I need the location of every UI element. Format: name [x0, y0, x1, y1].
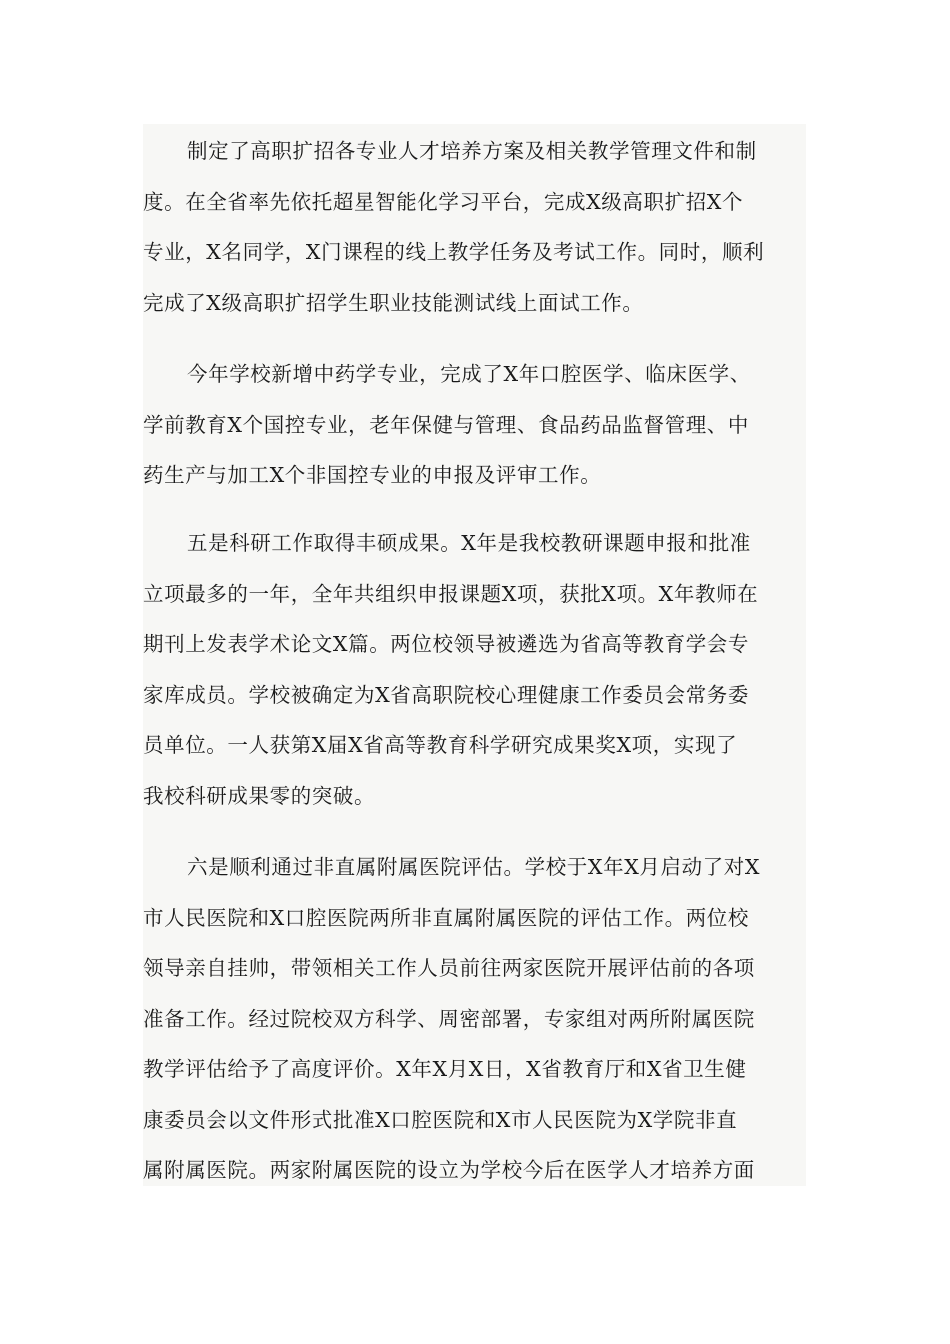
- document-body: [143, 124, 806, 1186]
- text-line: 领导亲自挂帅，带领相关工作人员前往两家医院开展评估前的各项: [143, 956, 755, 980]
- text-line: 完成了X级高职扩招学生职业技能测试线上面试工作。: [143, 290, 644, 315]
- text-line: 我校科研成果零的突破。: [143, 783, 376, 808]
- text-line: 教学评估给予了高度评价。X年X月X日，X省教育厅和X省卫生健: [143, 1057, 747, 1081]
- paragraph-1: [143, 126, 806, 328]
- text-line: 今年学校新增中药学专业，完成了X年口腔医学、临床医学、: [187, 362, 751, 386]
- text-line: 员单位。一人获第X届X省高等教育科学研究成果奖X项，实现了: [143, 733, 738, 757]
- text-line: 五是科研工作取得丰硕成果。X年是我校教研课题申报和批准: [187, 531, 751, 555]
- text-line: 康委员会以文件形式批准X口腔医院和X市人民医院为X学院非直: [143, 1107, 738, 1132]
- text-line: 六是顺利通过非直属附属医院评估。学校于X年X月启动了对X: [187, 855, 761, 879]
- text-line: 度。在全省率先依托超星智能化学习平台，完成X级高职扩招X个: [143, 189, 744, 214]
- text-line: 准备工作。经过院校双方科学、周密部署，专家组对两所附属医院: [143, 1006, 755, 1031]
- text-line: 期刊上发表学术论文X篇。两位校领导被遴选为省高等教育学会专: [143, 632, 749, 656]
- text-line: 属附属医院。两家附属医院的设立为学校今后在医学人才培养方面: [143, 1158, 755, 1182]
- paragraph-3: [143, 518, 806, 821]
- text-line: 学前教育X个国控专业，老年保健与管理、食品药品监督管理、中: [143, 412, 749, 437]
- text-line: 立项最多的一年，全年共组织申报课题X项，获批X项。X年教师在: [143, 581, 759, 606]
- text-line: 家库成员。学校被确定为X省高职院校心理健康工作委员会常务委: [143, 682, 749, 707]
- text-line: 专业，X名同学，X门课程的线上教学任务及考试工作。同时，顺利: [143, 240, 765, 264]
- paragraph-4: [143, 842, 806, 1196]
- text-line: 市人民医院和X口腔医院两所非直属附属医院的评估工作。两位校: [143, 905, 749, 930]
- paragraph-2: [143, 349, 806, 501]
- text-line: 药生产与加工X个非国控专业的申报及评审工作。: [143, 463, 602, 487]
- text-line: 制定了高职扩招各专业人才培养方案及相关教学管理文件和制: [187, 139, 757, 163]
